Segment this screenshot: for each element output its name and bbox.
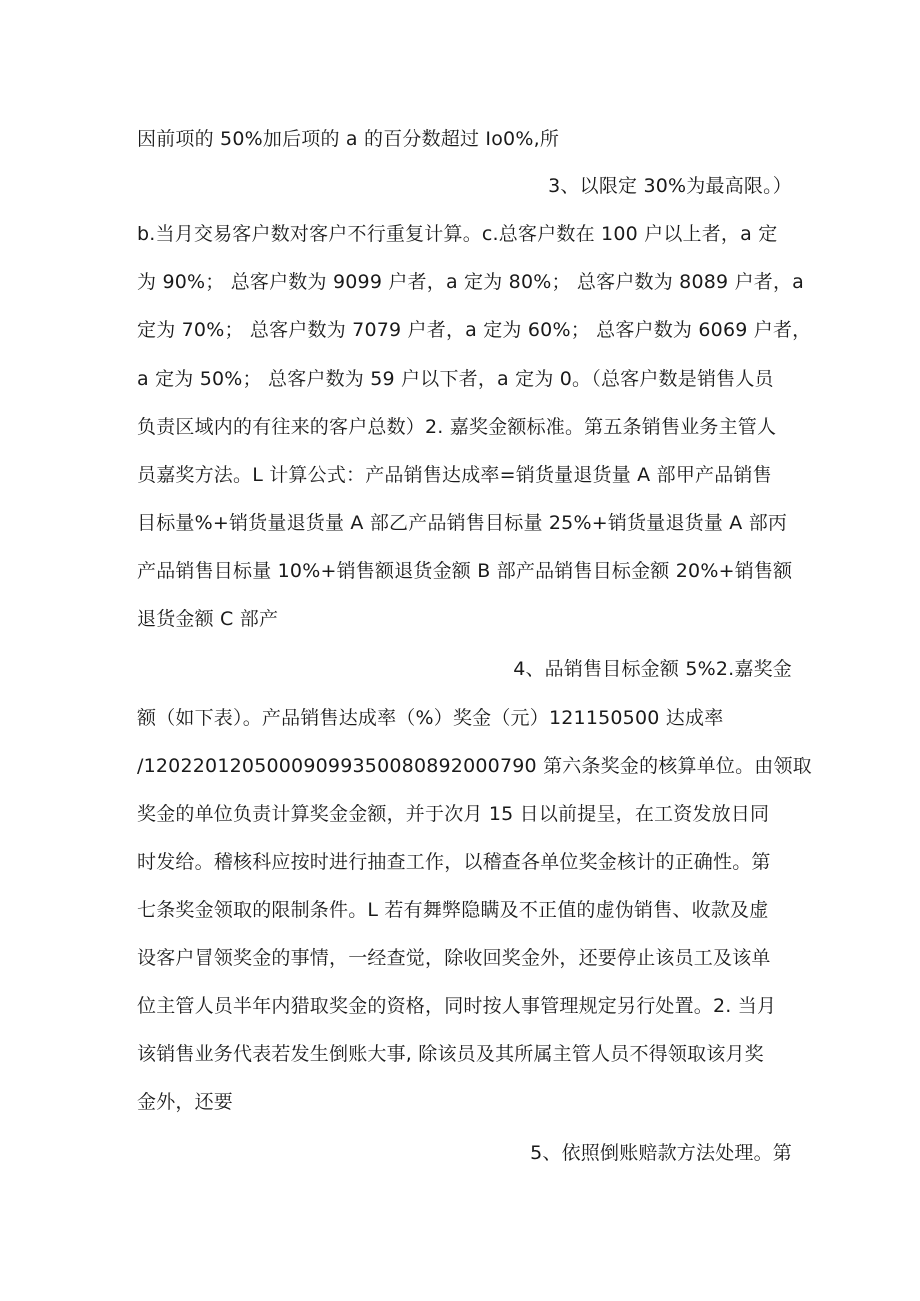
section-heading-4: 4、品销售目标金额 5%2.嘉奖金 — [513, 658, 792, 680]
text-line: 因前项的 50%加后项的 a 的百分数超过 Io0%,所 — [137, 128, 560, 150]
text-line: 七条奖金领取的限制条件。L 若有舞弊隐瞒及不正值的虚伪销售、收款及虚 — [137, 899, 769, 921]
text-line: 奖金的单位负责计算奖金金额，并于次月 15 日以前提呈，在工资发放日同 — [137, 803, 770, 825]
text-line: 负责区域内的有往来的客户总数）2. 嘉奖金额标准。第五条销售业务主管人 — [137, 416, 777, 438]
text-line: 定为 70%； 总客户数为 7079 户者，a 定为 60%； 总客户数为 6069 户者， — [137, 319, 812, 341]
text-line: 该销售业务代表若发生倒账大事, 除该员及其所属主管人员不得领取该月奖 — [137, 1043, 764, 1065]
text-line: 设客户冒领奖金的事情，一经查觉，除收回奖金外，还要停止该员工及该单 — [137, 947, 771, 969]
text-line: 金外，还要 — [137, 1091, 234, 1113]
text-line: 产品销售目标量 10%+销售额退货金额 B 部产品销售目标金额 20%+销售额 — [137, 560, 793, 582]
text-line: b.当月交易客户数对客户不行重复计算。c.总客户数在 100 户以上者，a 定 — [137, 223, 778, 245]
text-line: 位主管人员半年内猎取奖金的资格，同时按人事管理规定另行处置。2. 当月 — [137, 995, 777, 1017]
section-heading-3: 3、以限定 30%为最高限。） — [548, 175, 792, 197]
text-line: /120220120500090993500808920007​90 第六条奖金的核算单位。由领取 — [137, 755, 812, 777]
text-line: 退货金额 C 部产 — [137, 608, 279, 630]
text-line: 额（如下表）。产品销售达成率（%）奖金（元）121150500 达成率 — [137, 707, 724, 729]
text-line: 为 90%； 总客户数为 9099 户者，a 定为 80%； 总客户数为 8089 户者，a — [137, 271, 805, 293]
section-heading-5: 5、依照倒账赔款方法处理。第 — [530, 1142, 792, 1164]
text-line: 时发给。稽核科应按时进行抽查工作，以稽查各单位奖金核计的正确性。第 — [137, 851, 771, 873]
text-line: a 定为 50%； 总客户数为 59 户以下者，a 定为 0。（总客户数是销售人员 — [137, 368, 774, 390]
text-line: 员嘉奖方法。L 计算公式：产品销售达成率=销货量退货量 A 部甲产品销售 — [137, 464, 772, 486]
text-line: 目标量%+销货量退货量 A 部乙产品销售目标量 25%+销货量退货量 A 部丙 — [137, 512, 788, 534]
